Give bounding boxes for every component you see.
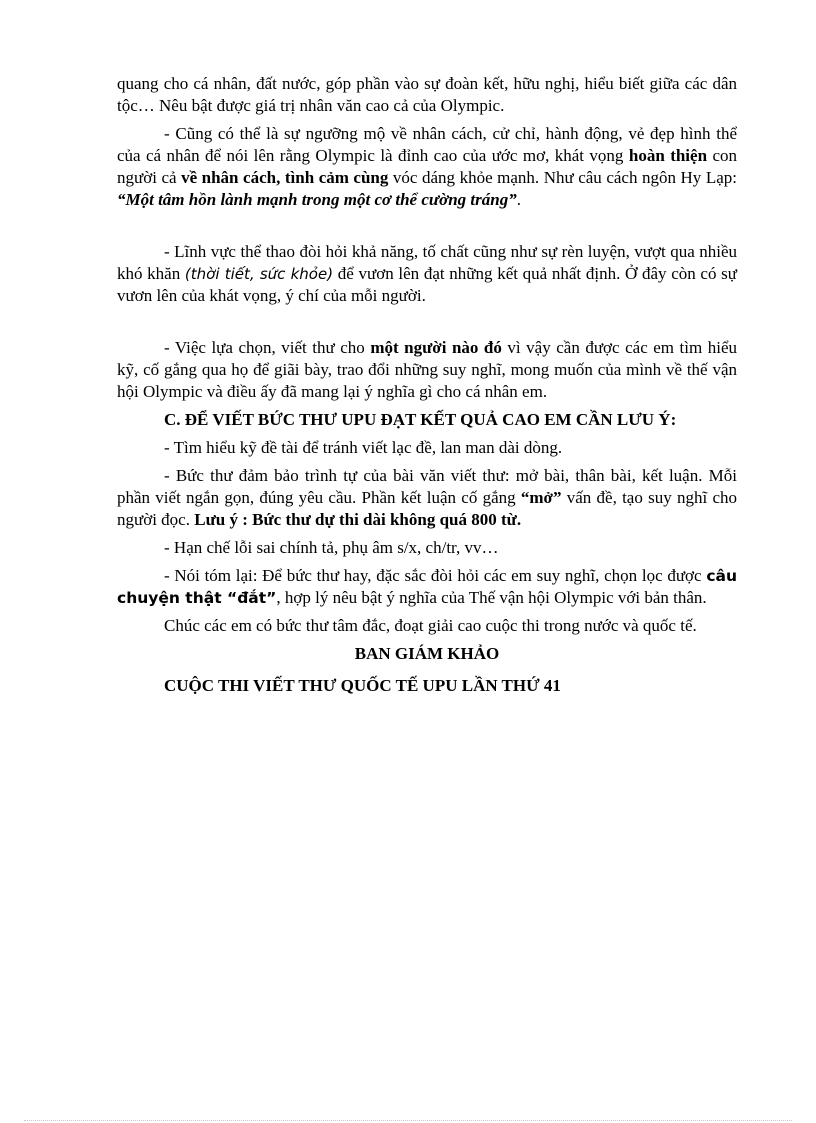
- signature-committee: BAN GIÁM KHẢO: [354, 644, 500, 663]
- spacer: [117, 217, 737, 241]
- paragraph-summary: - Nói tóm lại: Để bức thư hay, đặc sắc đòi hỏi các em suy nghĩ, chọn lọc được câu chuyện thật “đắt”, hợp lý nêu bật ý nghĩa của Thế vận hội Olympic với bản thân.: [117, 566, 737, 607]
- bold-phrase: câu chuyện thật “đắt”: [117, 567, 737, 607]
- paragraph-wishes: Chúc các em có bức thư tâm đắc, đoạt giải cao cuộc thi trong nước và quốc tế.: [164, 616, 697, 635]
- paragraph-intro: quang cho cá nhân, đất nước, góp phần vào sự đoàn kết, hữu nghị, hiểu biết giữa các dân tộc… Nêu bật được giá trị nhân văn cao cả của Olympic.: [117, 74, 737, 115]
- bold-phrase: về nhân cách, tình cảm cùng: [181, 168, 389, 187]
- italic-note: (thời tiết, sức khỏe): [184, 265, 334, 283]
- section-c-heading: C. ĐỂ VIẾT BỨC THƯ UPU ĐẠT KẾT QUẢ CAO EM CẦN LƯU Ý:: [164, 410, 677, 429]
- paragraph-admiration: - Cũng có thể là sự ngưỡng mộ về nhân cách, cử chỉ, hành động, vẻ đẹp hình thể của cá nhân để nói lên rằng Olympic là đỉnh cao của ước mơ, khát vọng hoàn thiện con người cả về nhân cách, tình cảm cùng vóc dáng khỏe mạnh. Như câu cách ngôn Hy Lạp: “Một tâm hồn lành mạnh trong một cơ thể cường tráng”.: [117, 124, 737, 209]
- paragraph-structure: - Bức thư đảm bảo trình tự của bài văn viết thư: mở bài, thân bài, kết luận. Mỗi phần viết ngắn gọn, đúng yêu cầu. Phần kết luận cố gắng “mở” vấn đề, tạo suy nghĩ cho người đọc. Lưu ý : Bức thư dự thi dài không quá 800 từ.: [117, 466, 737, 529]
- bold-phrase: “mở”: [520, 488, 562, 507]
- bold-phrase: một người nào đó: [370, 338, 502, 357]
- paragraph-spelling: - Hạn chế lỗi sai chính tả, phụ âm s/x, ch/tr, vv…: [164, 538, 499, 557]
- greek-proverb: “Một tâm hồn lành mạnh trong một cơ thể cường tráng”: [117, 190, 517, 209]
- bold-phrase: hoàn thiện: [628, 146, 708, 165]
- paragraph-choice: - Việc lựa chọn, viết thư cho một người nào đó vì vậy cần được các em tìm hiểu kỹ, cố gắng qua họ để giãi bày, trao đổi những suy nghĩ, mong muốn của mình về thế vận hội Olympic và điều ấy đã mang lại ý nghĩa gì cho cá nhân em.: [117, 338, 738, 401]
- spacer: [117, 313, 737, 337]
- document-page: [117, 73, 737, 703]
- paragraph-sports: - Lĩnh vực thể thao đòi hỏi khả năng, tố chất cũng như sự rèn luyện, vượt qua nhiều khó khăn (thời tiết, sức khỏe) để vươn lên đạt những kết quả nhất định. Ở đây còn có sự vươn lên của khát vọng, ý chí của mỗi người.: [117, 242, 737, 305]
- signature-contest: CUỘC THI VIẾT THƯ QUỐC TẾ UPU LẦN THỨ 41: [164, 676, 561, 695]
- paragraph-research: - Tìm hiểu kỹ đề tài để tránh viết lạc đề, lan man dài dòng.: [164, 438, 563, 457]
- page-bottom-divider: [24, 1120, 792, 1121]
- word-limit-note: Lưu ý : Bức thư dự thi dài không quá 800 từ.: [194, 510, 522, 529]
